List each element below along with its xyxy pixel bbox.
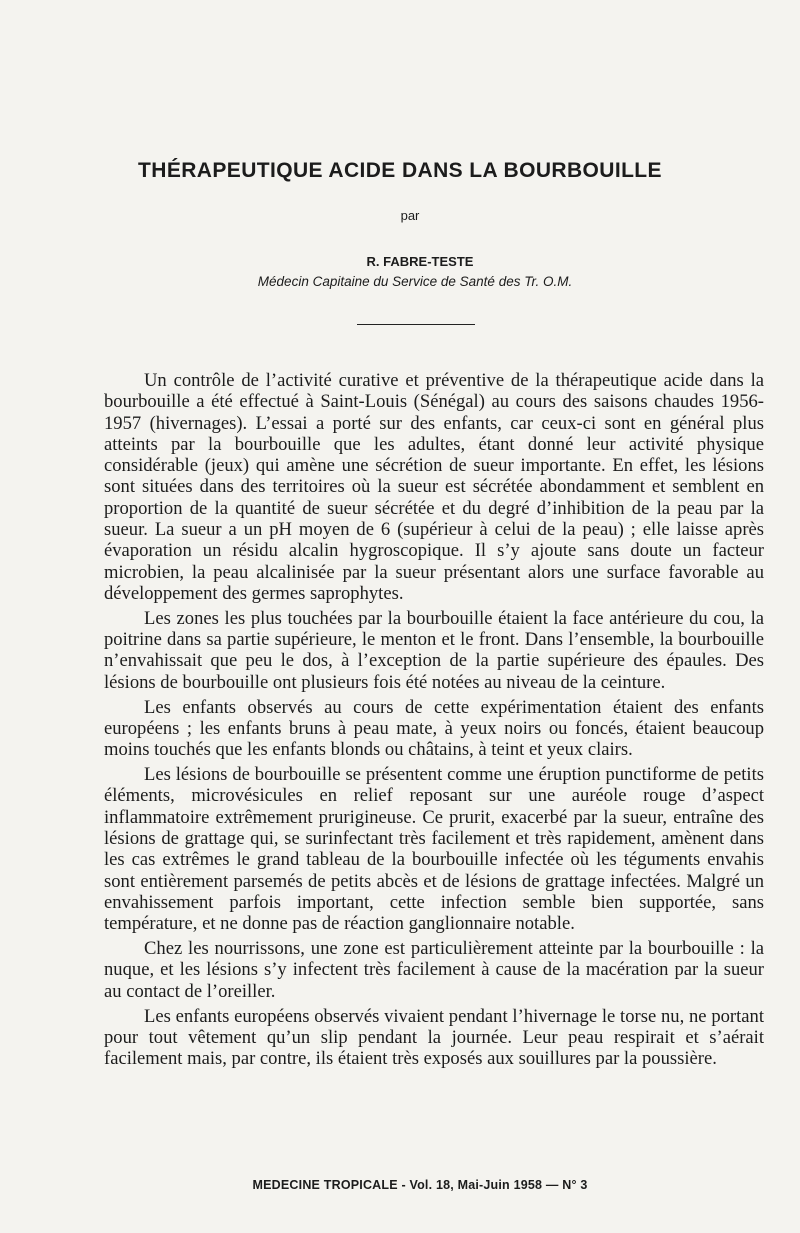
article-title: THÉRAPEUTIQUE ACIDE DANS LA BOURBOUILLE: [138, 159, 662, 182]
paragraph: Chez les nourrissons, une zone est particulièrement atteinte par la bourbouille : la nuque, et les lésions s’y infectent très facilement à cause de la macération par la sueur au contact de l’oreiller.: [104, 938, 764, 1002]
paragraph: Les enfants européens observés vivaient pendant l’hivernage le torse nu, ne portant pour tout vêtement qu’un slip pendant la journée. Leur peau respirait et s’aérait facilement mais, par contre, ils étaient très exposés aux souillures par la poussière.: [104, 1005, 764, 1070]
paragraph: Un contrôle de l’activité curative et préventive de la thérapeutique acide dans la bourbouille a été effectué à Saint-Louis (Sénégal) au cours des saisons chaudes 1956-1957 (hivernages). L’essai a porté sur des enfants, car ceux-ci sont en général plus atteints par la bourbouille que les adultes, étant donné leur activité physique considérable (jeux) qui amène une sécrétion de sueur importante. En effet, les lésions sont situées dans des territoires où la sueur est sécrétée abondamment et semblent en proportion de la quantité de sueur sécrétée et du degré d’inhibition de la peau par la sueur. La sueur a un pH moyen de 6 (supérieur à celui de la peau) ; elle laisse après évaporation un résidu alcalin hygroscopique. Il s’y ajoute sans doute un facteur microbien, la peau alcalinisée par la sueur présentant alors une surface favorable au développement des germes saprophytes.: [104, 370, 764, 604]
paragraph: Les enfants observés au cours de cette expérimentation étaient des enfants européens ; les enfants bruns à peau mate, à yeux noirs ou foncés, étaient beaucoup moins touchés que les enfants blonds ou châtains, à teint et yeux clairs.: [104, 696, 764, 761]
title-divider: [357, 324, 475, 325]
article-body: [104, 370, 764, 1073]
author-name: R. FABRE-TESTE: [366, 254, 474, 269]
journal-footer: MEDECINE TROPICALE - Vol. 18, Mai-Juin 1958 — N° 3: [252, 1178, 588, 1192]
byline-par: par: [400, 208, 420, 223]
paragraph: Les zones les plus touchées par la bourbouille étaient la face antérieure du cou, la poitrine dans sa partie supérieure, le menton et le front. Dans l’ensemble, la bourbouille n’envahissait que peu le dos, à l’exception de la partie supérieure des épaules. Des lésions de bourbouille ont plusieurs fois été notées au niveau de la ceinture.: [104, 607, 764, 693]
paragraph: Les lésions de bourbouille se présentent comme une éruption punctiforme de petits éléments, microvésicules en relief reposant sur une auréole rouge d’aspect inflammatoire extrêmement prurigineuse. Ce prurit, exacerbé par la sueur, entraîne des lésions de grattage qui, se surinfectant très facilement et très rapidement, amènent dans les cas extrêmes le grand tableau de la bourbouille infectée où les téguments envahis sont entièrement parsemés de petits abcès et de lésions de grattage infectées. Malgré un envahissement parfois important, cette infection semble bien supportée, sans température, et ne donne pas de réaction ganglionnaire notable.: [104, 764, 764, 935]
author-affiliation: Médecin Capitaine du Service de Santé des Tr. O.M.: [257, 274, 573, 289]
